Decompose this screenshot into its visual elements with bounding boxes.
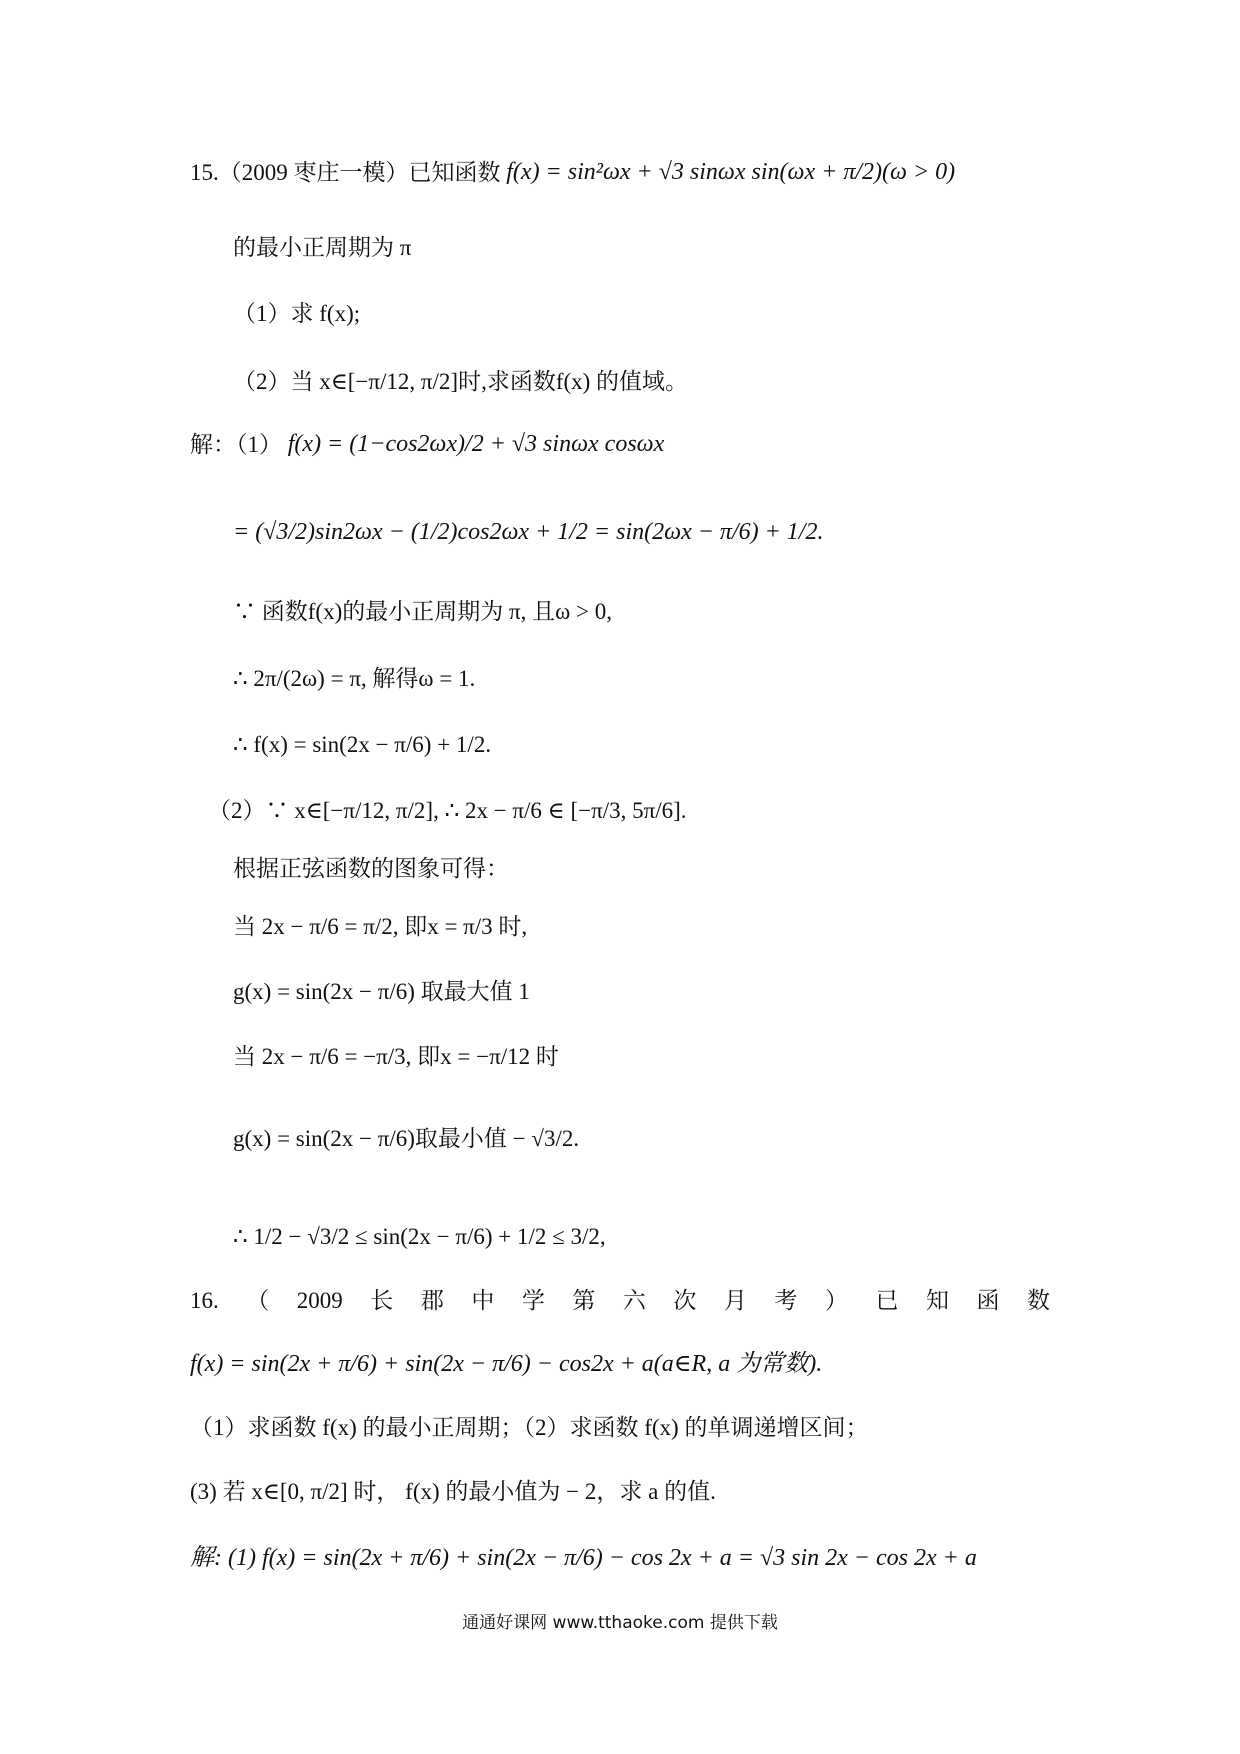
problem-16-solution: 解: (1) f(x) = sin(2x + π/6) + sin(2x − π/6) − cos 2x + a = √3 sin 2x − cos 2x + a — [190, 1545, 977, 1571]
problem-15-header — [190, 160, 955, 184]
header-word: 考 — [774, 1288, 798, 1313]
header-word: 知 — [925, 1288, 949, 1313]
header-word: 中 — [471, 1288, 495, 1313]
solution-label: 解：（1） — [190, 431, 282, 457]
header-word: 六 — [622, 1288, 646, 1313]
header-word: 第 — [572, 1288, 596, 1313]
solution-step: （2）∵ x∈[−π/12, π/2], ∴ 2x − π/6 ∈ [−π/3, 5π/6]. — [208, 798, 687, 823]
problem-15-formula: f(x) = sin²ωx + √3 sinωx sin(ωx + π/2)(ω > 0) — [506, 159, 956, 185]
problem-16-formula: f(x) = sin(2x + π/6) + sin(2x − π/6) − cos2x + a(a∈R, a 为常数). — [190, 1351, 823, 1377]
solution-step: 当 2x − π/6 = π/2, 即x = π/3 时, — [233, 914, 528, 939]
solution-step: 根据正弦函数的图象可得： — [233, 856, 509, 881]
solution-step: ∴ f(x) = sin(2x − π/6) + 1/2. — [233, 732, 492, 757]
solution-step: g(x) = sin(2x − π/6) 取最大值 1 — [233, 979, 530, 1004]
problem-15-question-1: （1）求 f(x); — [233, 301, 361, 326]
solution-step: ∵ 函数f(x)的最小正周期为 π, 且ω > 0, — [233, 599, 612, 624]
solution-step: 当 2x − π/6 = −π/3, 即x = −π/12 时 — [233, 1044, 559, 1069]
problem-15-line2: 的最小正周期为 π — [233, 235, 412, 260]
header-word: 次 — [673, 1288, 697, 1313]
header-word: （ — [246, 1288, 270, 1313]
solution-step: f(x) = (1−cos2ωx)/2 + √3 sinωx cosωx — [287, 431, 665, 457]
problem-16-questions: （1）求函数 f(x) 的最小正周期；（2）求函数 f(x) 的单调递增区间； — [190, 1415, 869, 1440]
problem-15-question-2: （2）当 x∈[−π/12, π/2]时,求函数f(x) 的值域。 — [233, 369, 689, 394]
problem-16-question-3: (3) 若 x∈[0, π/2] 时， f(x) 的最小值为 − 2，求 a 的值. — [190, 1479, 716, 1504]
header-word: 2009 — [296, 1288, 343, 1313]
header-word: ） — [824, 1288, 848, 1313]
problem-16-header — [190, 1289, 1050, 1312]
header-word: 数 — [1027, 1288, 1050, 1313]
solution-step: ∴ 1/2 − √3/2 ≤ sin(2x − π/6) + 1/2 ≤ 3/2, — [233, 1224, 606, 1249]
header-word: 月 — [723, 1288, 747, 1313]
problem-15-title: 15.（2009 枣庄一模）已知函数 — [190, 159, 501, 185]
header-word: 16. — [190, 1288, 219, 1313]
header-word: 学 — [521, 1288, 545, 1313]
solution-step: g(x) = sin(2x − π/6)取最小值 − √3/2. — [233, 1126, 580, 1151]
header-word: 函 — [976, 1288, 1000, 1313]
problem-15-solution-1 — [190, 432, 664, 456]
page-footer: 通通好课网 www.tthaoke.com 提供下载 — [462, 1613, 778, 1633]
header-word: 郡 — [420, 1288, 444, 1313]
header-word: 长 — [370, 1288, 394, 1313]
header-word: 已 — [875, 1288, 899, 1313]
solution-step: = (√3/2)sin2ωx − (1/2)cos2ωx + 1/2 = sin(2ωx − π/6) + 1/2. — [233, 519, 824, 545]
solution-step: ∴ 2π/(2ω) = π, 解得ω = 1. — [233, 666, 476, 691]
